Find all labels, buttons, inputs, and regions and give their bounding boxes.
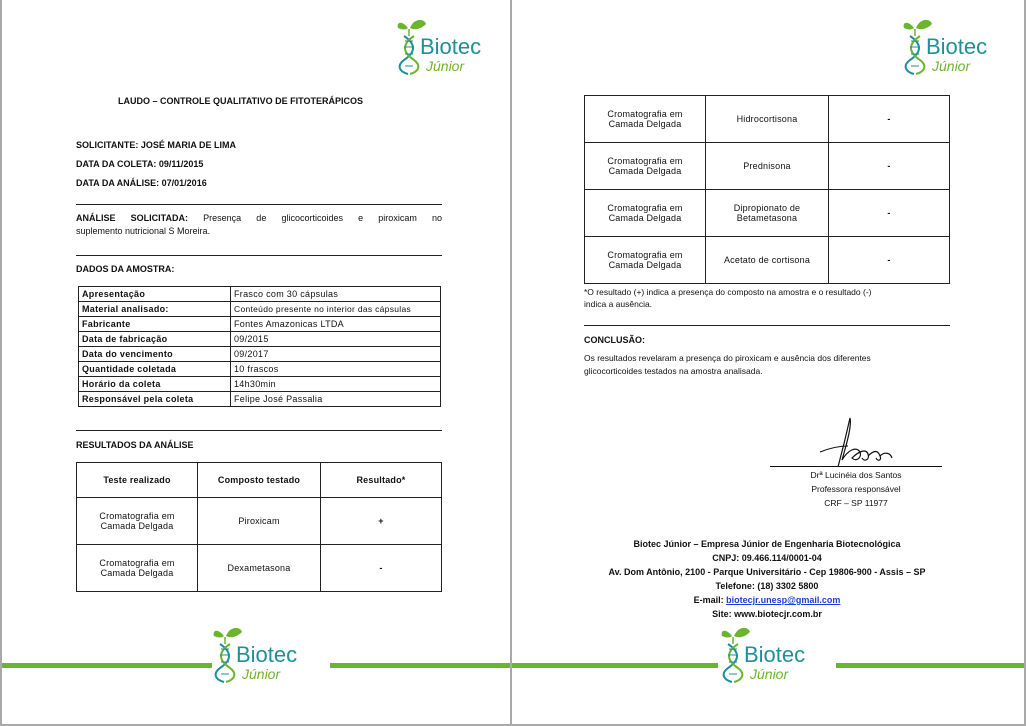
footer-bar-right bbox=[836, 663, 1024, 668]
svg-text:Biotec: Biotec bbox=[420, 34, 482, 59]
column-header: Teste realizado bbox=[77, 463, 198, 498]
footer-bar-right bbox=[330, 663, 510, 668]
sample-table bbox=[78, 286, 441, 407]
analise-solicitada-line1 bbox=[76, 213, 442, 223]
footer-address: Av. Dom Antônio, 2100 - Parque Universitário - Cep 19806-900 - Assis – SP bbox=[608, 567, 926, 577]
resultados-title: RESULTADOS DA ANÁLISE bbox=[76, 440, 194, 450]
table-value: Felipe José Passalia bbox=[231, 392, 441, 407]
test-cell: Cromatografia em Camada Delgada bbox=[585, 237, 706, 284]
footer-company: Biotec Júnior – Empresa Júnior de Engenharia Biotecnológica bbox=[633, 539, 901, 549]
table-value: 09/2015 bbox=[231, 332, 441, 347]
svg-text:Biotec: Biotec bbox=[926, 34, 988, 59]
table-row bbox=[79, 362, 441, 377]
signature-line bbox=[770, 466, 942, 467]
report-page-2 bbox=[512, 0, 1024, 724]
table-row bbox=[585, 237, 950, 284]
svg-text:Biotec: Biotec bbox=[744, 642, 806, 667]
footer-bar-left bbox=[512, 663, 718, 668]
conclusao-line1: Os resultados revelaram a presença do piroxicam e ausência dos diferentes bbox=[584, 353, 871, 363]
svg-text:Júnior: Júnior bbox=[426, 58, 465, 74]
signature-image bbox=[808, 412, 898, 472]
table-key: Responsável pela coleta bbox=[79, 392, 231, 407]
table-value: Conteúdo presente no interior das cápsulas bbox=[231, 302, 441, 317]
biotec-logo-footer bbox=[718, 622, 818, 684]
analise-text: Presença de glicocorticoides e piroxicam no bbox=[203, 213, 442, 223]
table-row bbox=[585, 190, 950, 237]
compound-cell: Piroxicam bbox=[198, 498, 321, 545]
test-cell: Cromatografia em Camada Delgada bbox=[77, 545, 198, 592]
conclusao-title: CONCLUSÃO: bbox=[584, 335, 645, 345]
test-cell: Cromatografia em Camada Delgada bbox=[585, 143, 706, 190]
compound-cell: Hidrocortisona bbox=[706, 96, 829, 143]
table-key: Horário da coleta bbox=[79, 377, 231, 392]
compound-cell: Dipropionato de Betametasona bbox=[706, 190, 829, 237]
footnote-line1: *O resultado (+) indica a presença do composto na amostra e o resultado (-) bbox=[584, 287, 872, 297]
biotec-logo-footer bbox=[210, 622, 310, 684]
results-table-continued bbox=[584, 95, 950, 284]
divider bbox=[76, 430, 442, 431]
footer-email-line bbox=[552, 595, 982, 605]
data-analise: DATA DA ANÁLISE: 07/01/2016 bbox=[76, 178, 207, 188]
result-cell: - bbox=[829, 96, 950, 143]
table-header-row bbox=[77, 463, 442, 498]
signer-name: Drª Lucinéia dos Santos bbox=[810, 470, 902, 480]
compound-cell: Prednisona bbox=[706, 143, 829, 190]
table-key: Fabricante bbox=[79, 317, 231, 332]
table-row bbox=[79, 347, 441, 362]
result-cell: - bbox=[829, 143, 950, 190]
table-value: Frasco com 30 cápsulas bbox=[231, 287, 441, 302]
table-row bbox=[79, 287, 441, 302]
column-header: Composto testado bbox=[198, 463, 321, 498]
table-key: Material analisado: bbox=[79, 302, 231, 317]
table-key: Data do vencimento bbox=[79, 347, 231, 362]
result-cell: - bbox=[829, 237, 950, 284]
test-cell: Cromatografia em Camada Delgada bbox=[585, 96, 706, 143]
solicitante: SOLICITANTE: JOSÉ MARIA DE LIMA bbox=[76, 140, 237, 150]
data-coleta: DATA DA COLETA: 09/11/2015 bbox=[76, 159, 204, 169]
result-cell: + bbox=[321, 498, 442, 545]
table-row bbox=[79, 377, 441, 392]
footer-email-label: E-mail: bbox=[693, 595, 724, 605]
test-cell: Cromatografia em Camada Delgada bbox=[585, 190, 706, 237]
analise-solicitada-line2: suplemento nutricional S Moreira. bbox=[76, 226, 211, 236]
table-value: Fontes Amazonicas LTDA bbox=[231, 317, 441, 332]
svg-text:Júnior: Júnior bbox=[750, 666, 789, 682]
table-value: 14h30min bbox=[231, 377, 441, 392]
signer-role: Professora responsável bbox=[811, 484, 901, 494]
table-value: 10 frascos bbox=[231, 362, 441, 377]
footer-bar-left bbox=[2, 663, 212, 668]
table-row bbox=[79, 302, 441, 317]
table-row bbox=[585, 143, 950, 190]
footer-phone: Telefone: (18) 3302 5800 bbox=[715, 581, 819, 591]
svg-text:Júnior: Júnior bbox=[932, 58, 971, 74]
report-title: LAUDO – CONTROLE QUALITATIVO DE FITOTERÁPICOS bbox=[118, 96, 364, 106]
result-cell: - bbox=[321, 545, 442, 592]
biotec-logo bbox=[900, 14, 1000, 76]
conclusao-line2: glicocorticoides testados na amostra analisada. bbox=[584, 366, 763, 376]
column-header: Resultado* bbox=[321, 463, 442, 498]
table-row bbox=[77, 545, 442, 592]
test-cell: Cromatografia em Camada Delgada bbox=[77, 498, 198, 545]
footer-site: Site: www.biotecjr.com.br bbox=[712, 609, 822, 619]
compound-cell: Acetato de cortisona bbox=[706, 237, 829, 284]
footer-email-link[interactable]: biotecjr.unesp@gmail.com bbox=[726, 595, 841, 605]
divider bbox=[76, 255, 442, 256]
table-key: Data de fabricação bbox=[79, 332, 231, 347]
svg-text:Biotec: Biotec bbox=[236, 642, 298, 667]
result-cell: - bbox=[829, 190, 950, 237]
dados-amostra-title: DADOS DA AMOSTRA: bbox=[76, 264, 175, 274]
signer-crf: CRF – SP 11977 bbox=[824, 498, 888, 508]
footnote-line2: indica a ausência. bbox=[584, 299, 653, 309]
divider bbox=[584, 325, 950, 326]
analise-label: ANÁLISE SOLICITADA: bbox=[76, 213, 188, 223]
compound-cell: Dexametasona bbox=[198, 545, 321, 592]
results-table bbox=[76, 462, 442, 592]
table-row bbox=[77, 498, 442, 545]
table-key: Quantidade coletada bbox=[79, 362, 231, 377]
table-key: Apresentação bbox=[79, 287, 231, 302]
report-page-1 bbox=[2, 0, 510, 724]
table-row bbox=[79, 392, 441, 407]
table-value: 09/2017 bbox=[231, 347, 441, 362]
divider bbox=[76, 204, 442, 205]
svg-text:Júnior: Júnior bbox=[242, 666, 281, 682]
table-row bbox=[79, 317, 441, 332]
biotec-logo bbox=[394, 14, 494, 76]
table-row bbox=[585, 96, 950, 143]
footer-cnpj: CNPJ: 09.466.114/0001-04 bbox=[712, 553, 822, 563]
table-row bbox=[79, 332, 441, 347]
